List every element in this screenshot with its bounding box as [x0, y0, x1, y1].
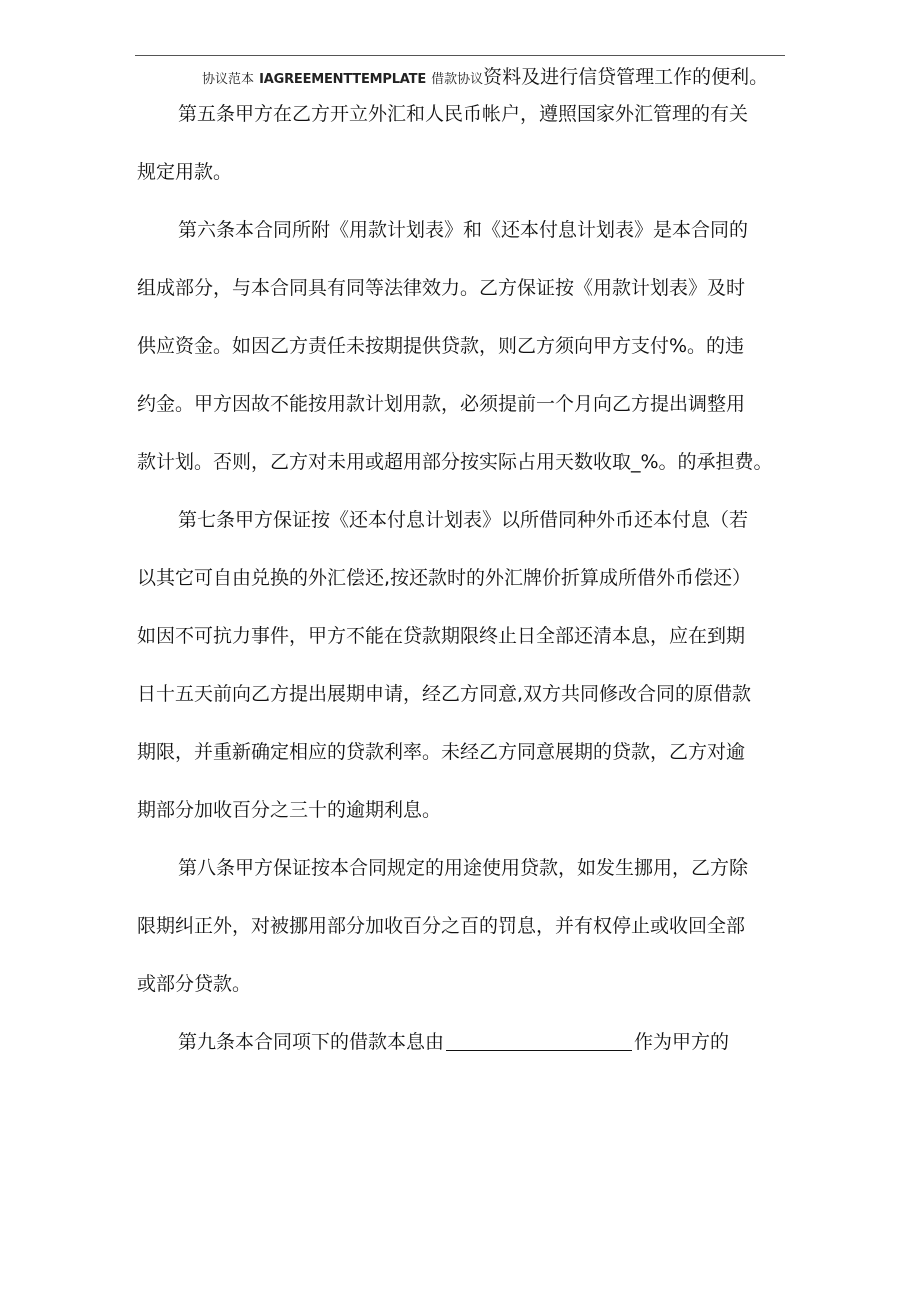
header-rule: [135, 55, 785, 56]
article-8-line: 限期纠正外，对被挪用部分加收百分之百的罚息，并有权停止或收回全部: [137, 915, 746, 937]
article-7-line: 第七条甲方保证按《还本付息计划表》以所借同种外币还本付息（若: [178, 509, 749, 531]
header-title: IAGREEMENTTEMPLATE: [259, 72, 427, 87]
article-7: [137, 505, 789, 825]
header-suffix: 借款协议: [431, 72, 484, 87]
article-5-line: 规定用款。: [137, 161, 233, 183]
article-7-line: 日十五天前向乙方提出展期申请，经乙方同意,双方共同修改合同的原借款: [137, 683, 752, 705]
article-7-line: 期部分加收百分之三十的逾期利息。: [137, 799, 442, 821]
article-7-line: 如因不可抗力事件，甲方不能在贷款期限终止日全部还清本息，应在到期: [137, 625, 746, 647]
article-8-line: 或部分贷款。: [137, 973, 252, 995]
article-8-line: 第八条甲方保证按本合同规定的用途使用贷款，如发生挪用，乙方除: [178, 857, 749, 879]
article-7-line: 期限，并重新确定相应的贷款利率。未经乙方同意展期的贷款，乙方对逾: [137, 741, 746, 763]
article-9-line: [137, 1027, 789, 1057]
page-header: [202, 62, 792, 95]
article-6-line: 组成部分，与本合同具有同等法律效力。乙方保证按《用款计划表》及时: [137, 277, 746, 299]
article-8: [137, 853, 789, 999]
article-5-line: 第五条甲方在乙方开立外汇和人民币帐户，遵照国家外汇管理的有关: [178, 103, 749, 125]
article-6-line: 款计划。否则，乙方对未用或超用部分按实际占用天数收取_%。的承担费。: [137, 451, 773, 473]
article-9-text-before: 第九条本合同项下的借款本息由: [178, 1031, 445, 1053]
document-body: [137, 99, 789, 1085]
article-6: [137, 215, 789, 477]
header-tail-text: 资料及进行信贷管理工作的便利。: [483, 66, 769, 88]
header-prefix: 协议范本: [202, 72, 255, 87]
fill-in-blank: [446, 1030, 632, 1051]
article-6-line: 约金。甲方因故不能按用款计划用款，必须提前一个月向乙方提出调整用: [137, 393, 746, 415]
article-7-line: 以其它可自由兑换的外汇偿还,按还款时的外汇牌价折算成所借外币偿还）: [137, 567, 752, 589]
article-6-line: 第六条本合同所附《用款计划表》和《还本付息计划表》是本合同的: [178, 219, 749, 241]
article-6-line: 供应资金。如因乙方责任未按期提供贷款，则乙方须向甲方支付%。的违: [137, 335, 745, 357]
article-5: [137, 99, 789, 187]
article-9-text-after: 作为甲方的: [634, 1031, 730, 1053]
article-9: [137, 1027, 789, 1057]
